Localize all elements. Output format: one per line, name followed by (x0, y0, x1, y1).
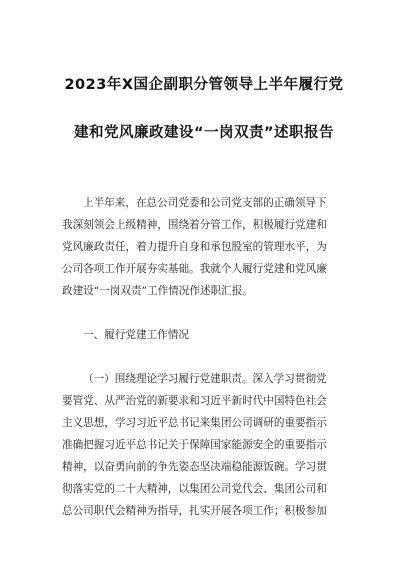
paragraph-line: 主义思想，学习习近平总书记来集团公司调研的重要指示 (62, 417, 327, 429)
section-heading-text: 一、履行党建工作情况 (83, 329, 189, 341)
paragraph-line: 总公司职代会精神为指导，扎实开展各项工作；积极参加 (62, 505, 327, 517)
paragraph-line: 彻落实党的二十大精神，以集团公司党代会、集团公司和 (62, 483, 327, 495)
paragraph-line: （一）围绕理论学习履行党建职责。深入学习贯彻党 (83, 373, 327, 385)
section-heading (62, 324, 348, 346)
intro-paragraph (62, 192, 348, 302)
paragraph-line: 我深刻领会上级精神，围绕着分管工作，积极履行党建和 (62, 219, 327, 231)
paragraph-line: 精神，以奋勇向前的争先姿态坚决端稳能源饭碗。学习贯 (62, 461, 327, 473)
document-title-line-2: 建和党风廉政建设“一岗双责”述职报告 (73, 125, 335, 141)
paragraph-line: 公司各项工作开展夯实基础。我就个人履行党建和党风廉 (62, 263, 327, 275)
paragraph-line: 准确把握习近平总书记关于保障国家能源安全的重要指示 (62, 439, 327, 451)
paragraph-line: 要管党、从严治党的新要求和习近平新时代中国特色社会 (62, 395, 327, 407)
paragraph-line: 政建设“一岗双责”工作情况作述职汇报。 (62, 285, 253, 297)
paragraph-line: 上半年来，在总公司党委和公司党支部的正确领导下 (83, 197, 327, 209)
paragraph-line: 党风廉政责任，着力提升自身和承包股室的管理水平，为 (62, 241, 327, 253)
section-paragraph (62, 368, 348, 522)
document-title-line-1: 2023年X国企副职分管领导上半年履行党 (64, 77, 344, 93)
